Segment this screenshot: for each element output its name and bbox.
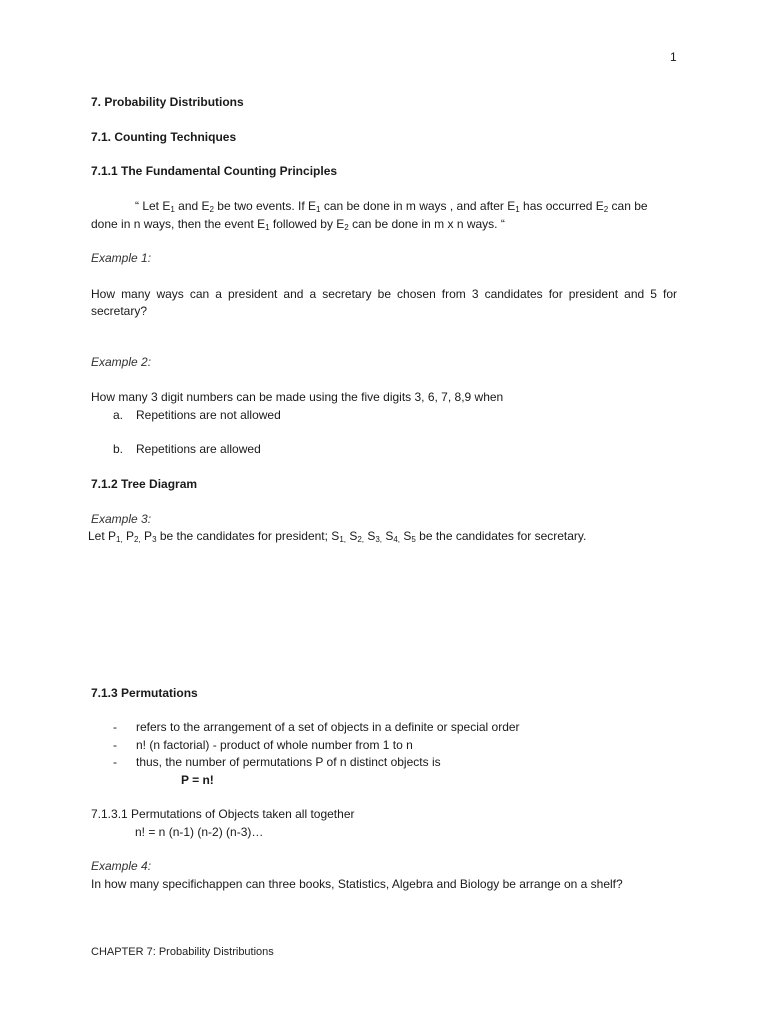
- subscript: 3,: [375, 535, 383, 544]
- example-3-part: be the candidates for president; S: [156, 529, 340, 543]
- bullet-item: thus, the number of permutations P of n distinct objects is: [136, 755, 441, 769]
- example-2-text: How many 3 digit numbers can be made using the five digits 3, 6, 7, 8,9 when: [91, 390, 504, 404]
- example-1-label: Example 1:: [91, 251, 152, 265]
- chapter-title: 7. Probability Distributions: [91, 95, 244, 109]
- bullet-marker: -: [113, 755, 117, 769]
- example-3-part: S: [364, 529, 376, 543]
- bullet-marker: -: [113, 738, 117, 752]
- example-3-part: S: [345, 529, 358, 543]
- example-3-part: be the candidates for secretary.: [415, 529, 587, 543]
- subscript: 1,: [339, 535, 346, 544]
- section-heading-7-1-3: 7.1.3 Permutations: [91, 686, 198, 700]
- example-3-part: P: [122, 529, 135, 543]
- list-marker: b.: [113, 442, 124, 456]
- page-footer: CHAPTER 7: Probability Distributions: [91, 946, 274, 958]
- bullet-item: n! (n factorial) - product of whole number from 1 to n: [136, 738, 413, 752]
- subscript: 3: [152, 535, 157, 544]
- principle-line-1: [135, 199, 648, 214]
- example-3-part: S: [382, 529, 394, 543]
- principle-text: can be done in m ways , and after E: [320, 199, 516, 213]
- list-item: Repetitions are not allowed: [136, 408, 281, 422]
- example-3-part: S: [400, 529, 412, 543]
- subscript: 2: [603, 205, 609, 214]
- example-1-text: How many ways can a president and a secretary be chosen from 3 candidates for president and 5 for secretary?: [91, 287, 677, 318]
- principle-text: followed by E: [269, 217, 345, 231]
- principle-text: has occurred E: [519, 199, 604, 213]
- subscript: 5: [411, 535, 416, 544]
- subscript: 1: [515, 205, 520, 214]
- subscript: 1: [316, 205, 321, 214]
- subscript: 2,: [134, 535, 141, 544]
- example-3-label: Example 3:: [91, 512, 152, 526]
- example-3-part: P: [140, 529, 153, 543]
- bullet-item: refers to the arrangement of a set of objects in a definite or special order: [136, 720, 520, 734]
- section-heading-7-1-1: 7.1.1 The Fundamental Counting Principles: [91, 164, 338, 178]
- example-3-text: [88, 529, 586, 544]
- list-marker: a.: [113, 408, 124, 422]
- subscript: 1: [265, 223, 270, 232]
- principle-text: can be: [608, 199, 648, 213]
- example-4-text: In how many specifichappen can three books, Statistics, Algebra and Biology be arrange on a shelf?: [91, 877, 623, 891]
- subscript: 2,: [357, 535, 364, 544]
- subscript: 1: [170, 205, 175, 214]
- principle-text: “ Let E: [135, 199, 171, 213]
- bullet-marker: -: [113, 720, 117, 734]
- permutation-formula: P = n!: [181, 773, 214, 787]
- example-4-label: Example 4:: [91, 859, 152, 873]
- principle-line-2: [91, 217, 505, 232]
- section-heading-7-1: 7.1. Counting Techniques: [91, 130, 237, 144]
- list-item: Repetitions are allowed: [136, 442, 261, 456]
- section-heading-7-1-2: 7.1.2 Tree Diagram: [91, 477, 198, 491]
- principle-text: done in n ways, then the event E: [91, 217, 266, 231]
- subscript: 2: [209, 205, 214, 214]
- subscript: 1,: [116, 535, 123, 544]
- principle-text: and E: [174, 199, 210, 213]
- principle-text: can be done in m x n ways. “: [348, 217, 505, 231]
- example-2-label: Example 2:: [91, 355, 152, 369]
- page-number: 1: [670, 50, 677, 64]
- subscript: 4,: [393, 535, 401, 544]
- subscript: 2: [344, 223, 349, 232]
- section-heading-7-1-3-1: 7.1.3.1 Permutations of Objects taken all together: [91, 807, 355, 821]
- example-3-part: Let P: [88, 529, 117, 543]
- factorial-formula: n! = n (n-1) (n-2) (n-3)…: [135, 825, 264, 839]
- principle-text: be two events. If E: [213, 199, 317, 213]
